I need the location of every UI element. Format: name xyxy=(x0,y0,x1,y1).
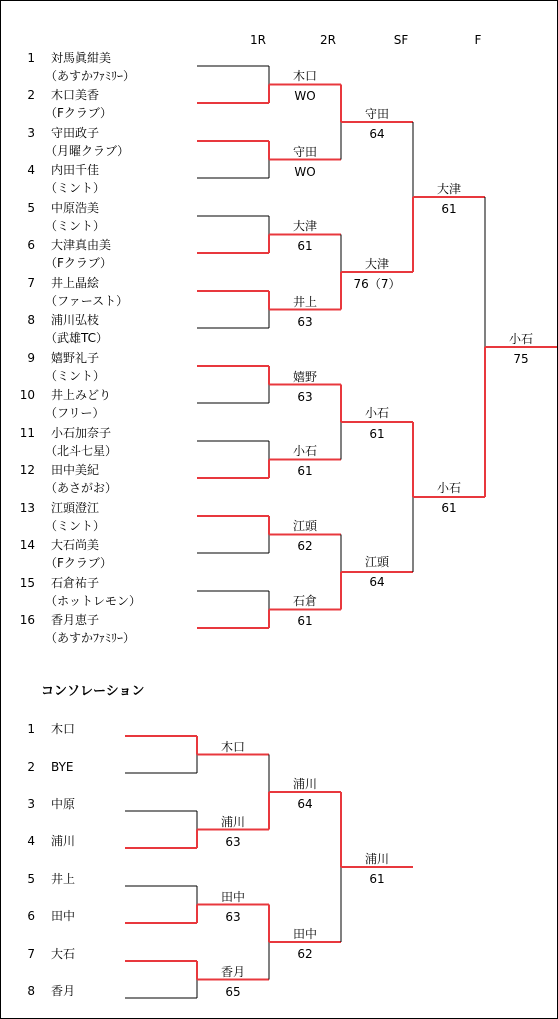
player-club: （ミント） xyxy=(45,369,106,383)
consolation-player-name: 中原 xyxy=(51,797,76,811)
player-number: 6 xyxy=(27,238,35,252)
consolation-player-number: 5 xyxy=(27,872,35,886)
player-number: 2 xyxy=(27,88,35,102)
r1-score: 61 xyxy=(297,464,313,478)
r1-winner: 木口 xyxy=(292,69,317,83)
player-club: （ミント） xyxy=(45,181,106,195)
player-number: 9 xyxy=(27,351,35,365)
player-name: 浦川弘枝 xyxy=(51,313,100,327)
consolation-r2-score: 64 xyxy=(297,797,313,811)
player-club: （ミント） xyxy=(45,519,106,533)
player-club: （Fクラブ） xyxy=(45,556,113,570)
player-number: 1 xyxy=(27,51,35,65)
player-club: （Fクラブ） xyxy=(45,106,113,120)
header-sf: SF xyxy=(393,33,409,47)
consolation-r1-winner: 浦川 xyxy=(220,815,245,829)
consolation-r1-score: 65 xyxy=(225,985,241,999)
player-name: 石倉祐子 xyxy=(51,576,100,590)
consolation-final-score: 61 xyxy=(369,872,385,886)
consolation-player-name: 田中 xyxy=(51,909,76,923)
r2-winner: 江頭 xyxy=(364,555,389,569)
r1-winner: 井上 xyxy=(292,295,317,309)
consolation-player-name: 大石 xyxy=(51,947,76,961)
player-number: 14 xyxy=(19,538,35,552)
player-club: （北斗七星） xyxy=(45,444,118,458)
player-club: （あすかﾌｧﾐﾘｰ） xyxy=(45,631,136,645)
consolation-final-winner: 浦川 xyxy=(364,852,389,866)
player-number: 7 xyxy=(27,276,35,290)
final-winner: 小石 xyxy=(508,332,533,346)
r1-winner: 江頭 xyxy=(292,519,317,533)
player-club: （月曜クラブ） xyxy=(45,144,130,158)
player-club: （ファースト） xyxy=(45,294,129,308)
consolation-player-name: 木口 xyxy=(51,722,76,736)
consolation-r2-winner: 浦川 xyxy=(292,777,317,791)
header-f: F xyxy=(474,33,482,47)
player-name: 大津真由美 xyxy=(51,238,112,252)
r2-winner: 守田 xyxy=(364,107,389,121)
player-name: 嬉野礼子 xyxy=(51,351,100,365)
r2-score: 64 xyxy=(369,575,385,589)
player-club: （ホットレモン） xyxy=(45,594,142,608)
player-number: 8 xyxy=(27,313,35,327)
player-name: 大石尚美 xyxy=(51,538,100,552)
r2-winner: 小石 xyxy=(364,406,389,420)
player-club: （武雄TC） xyxy=(45,331,109,345)
player-name: 井上みどり xyxy=(51,388,112,402)
player-name: 江頭澄江 xyxy=(51,501,100,515)
player-name: 守田政子 xyxy=(51,126,100,140)
header-2r: 2R xyxy=(320,33,336,47)
sf-score: 61 xyxy=(441,202,457,216)
player-club: （ミント） xyxy=(45,219,106,233)
player-number: 16 xyxy=(19,613,35,627)
consolation-player-number: 2 xyxy=(27,760,35,774)
player-name: 井上晶絵 xyxy=(51,276,100,290)
sf-winner: 大津 xyxy=(436,182,461,196)
consolation-r1-score: 63 xyxy=(225,910,241,924)
r1-score: 61 xyxy=(297,239,313,253)
r1-winner: 小石 xyxy=(292,444,317,458)
r1-winner: 石倉 xyxy=(292,594,317,608)
player-name: 対馬眞紺美 xyxy=(51,51,112,65)
player-number: 10 xyxy=(19,388,35,402)
player-club: （Fクラブ） xyxy=(45,256,113,270)
consolation-r1-winner: 木口 xyxy=(220,740,245,754)
player-name: 香月恵子 xyxy=(51,613,100,627)
consolation-player-number: 6 xyxy=(27,909,35,923)
header-1r: 1R xyxy=(250,33,266,47)
consolation-player-name: 香月 xyxy=(51,984,76,998)
r1-winner: 嬉野 xyxy=(292,370,317,384)
r2-score: 76（7） xyxy=(353,277,401,291)
player-name: 田中美紀 xyxy=(51,463,100,477)
r1-score: 62 xyxy=(297,539,313,553)
player-club: （フリー） xyxy=(45,406,105,420)
consolation-player-number: 1 xyxy=(27,722,35,736)
player-number: 15 xyxy=(19,576,35,590)
r1-score: 61 xyxy=(297,614,313,628)
consolation-r2-winner: 田中 xyxy=(292,927,317,941)
consolation-title: コンソレーション xyxy=(41,684,145,699)
sf-winner: 小石 xyxy=(436,481,461,495)
consolation-player-number: 8 xyxy=(27,984,35,998)
player-number: 3 xyxy=(27,126,35,140)
r2-score: 61 xyxy=(369,427,385,441)
final-score: 75 xyxy=(513,352,529,366)
r1-score: 63 xyxy=(297,390,313,404)
consolation-r1-winner: 香月 xyxy=(220,965,245,979)
sf-score: 61 xyxy=(441,501,457,515)
consolation-r1-score: 63 xyxy=(225,835,241,849)
r1-winner: 守田 xyxy=(292,145,317,159)
player-name: 木口美香 xyxy=(51,88,100,102)
player-number: 12 xyxy=(19,463,35,477)
player-club: （あすかﾌｧﾐﾘｰ） xyxy=(45,69,136,83)
r1-score: WO xyxy=(294,165,316,179)
player-number: 13 xyxy=(19,501,35,515)
player-name: 小石加奈子 xyxy=(51,426,112,440)
player-name: 中原浩美 xyxy=(51,201,100,215)
consolation-r2-score: 62 xyxy=(297,947,313,961)
player-number: 11 xyxy=(19,426,35,440)
consolation-player-number: 7 xyxy=(27,947,35,961)
player-club: （あさがお） xyxy=(45,481,118,495)
r1-score: WO xyxy=(294,89,316,103)
r1-winner: 大津 xyxy=(292,219,317,233)
player-number: 5 xyxy=(27,201,35,215)
consolation-player-name: 浦川 xyxy=(51,834,76,848)
r2-winner: 大津 xyxy=(364,257,389,271)
r2-score: 64 xyxy=(369,127,385,141)
consolation-player-name: BYE xyxy=(51,760,74,774)
consolation-player-name: 井上 xyxy=(51,872,76,886)
player-name: 内田千佳 xyxy=(51,163,100,177)
consolation-player-number: 4 xyxy=(27,834,35,848)
player-number: 4 xyxy=(27,163,35,177)
r1-score: 63 xyxy=(297,315,313,329)
consolation-player-number: 3 xyxy=(27,797,35,811)
consolation-r1-winner: 田中 xyxy=(220,890,245,904)
